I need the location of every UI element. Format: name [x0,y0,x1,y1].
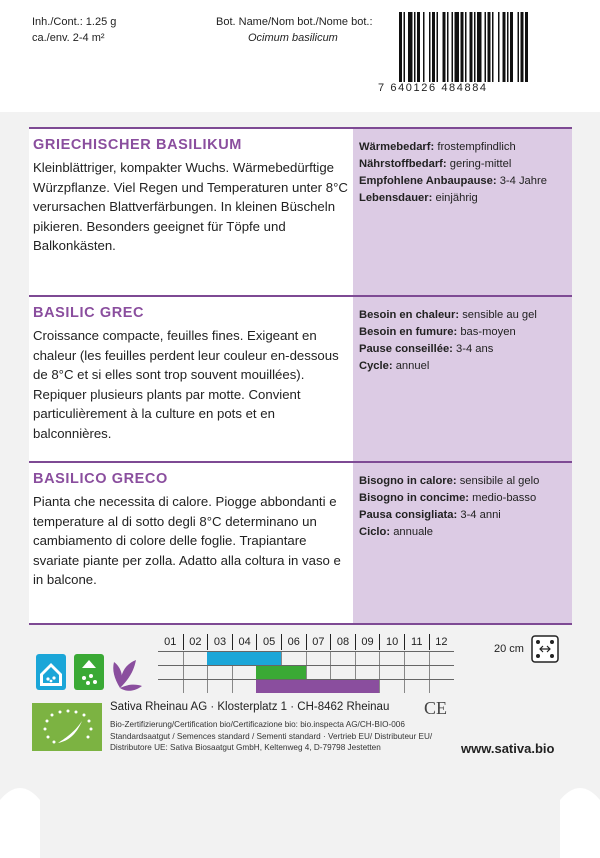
barcode-bar [477,12,482,82]
calendar-cell [232,680,257,693]
calendar-cell [207,666,232,679]
company-address: Sativa Rheinau AG · Klosterplatz 1 · CH-8462 Rheinau [110,701,390,713]
section-french [29,297,572,460]
barcode-bar [474,12,476,82]
calendar-cell [158,666,183,679]
calendar-period-bar [256,680,379,693]
calendar-cell [306,666,331,679]
section-italian [29,463,572,623]
fact-item: Bisogno in concime: medio-basso [359,492,537,504]
barcode-bar [465,12,467,82]
calendar-period-bar [207,652,281,665]
eu-organic-logo [32,703,102,751]
barcode-bar [518,12,520,82]
calendar-cell [158,680,183,693]
calendar-row [158,651,454,665]
barcode-bar [452,12,454,82]
section-facts [359,473,569,541]
section-title: BASILICO GRECO [33,471,168,487]
calendar-cell [306,652,331,665]
barcode-bar [443,12,446,82]
calendar-rows [158,651,454,693]
fact-item: Nährstoffbedarf: gering-mittel [359,158,512,170]
barcode-bar [461,12,464,82]
content-panel [29,127,572,625]
activity-icons [34,652,146,694]
month-label: 04 [232,634,257,650]
calendar-cell [379,652,404,665]
barcode-bar [525,12,528,82]
legal-text [110,719,460,754]
barcode-bar [492,12,494,82]
calendar-cell [429,680,454,693]
barcode-bar [432,12,435,82]
barcode-bar [507,12,509,82]
calendar-row [158,665,454,679]
calendar-cell [281,652,306,665]
month-label: 08 [330,634,355,650]
section-title: BASILIC GREC [33,305,145,321]
sowing-calendar [158,634,458,696]
sowing-indoors-icon [36,654,66,690]
spacing-icon [531,635,559,663]
calendar-cell [404,680,429,693]
calendar-cell [158,652,183,665]
calendar-cell [404,652,429,665]
calendar-cell [355,666,380,679]
month-label: 01 [164,636,177,648]
section-description: Pianta che necessita di calore. Piogge abbondanti e temperature al di sotto degli 8°C determinano un cambiamento di colore delle foglie. Trapiantare svariate piante per zolla. Adatto alla coltura in vaso e in balcone. [33,494,341,588]
barcode-bar [399,12,402,82]
barcode-bar [447,12,449,82]
calendar-months [158,634,458,650]
botanical-name: Ocimum basilicum [248,32,338,44]
calendar-cell [355,652,380,665]
bottom-scallop-edge [0,770,600,858]
certification-line: Bio-Zertifizierung/Certification bio/Certificazione bio: bio.inspecta AG/CH-BIO-006 [110,720,405,729]
fact-item: Ciclo: annuale [359,526,434,538]
barcode-bar [414,12,416,82]
barcode-bar [423,12,425,82]
section-description: Croissance compacte, feuilles fines. Exigeant en chaleur (les feuilles perdent leur couleur en-dessous de 8°C et si elles sont trop souvent mouillées). Repiquer plusieurs plants par motte. Convient particulièrement à la culture en pots et en balconnières. [33,328,339,441]
month-label: 12 [429,634,454,650]
month-label: 06 [281,634,306,650]
fact-item: Besoin en chaleur: sensible au gel [359,309,537,321]
harvest-icon [113,660,142,691]
barcode-bar [503,12,506,82]
month-label: 07 [306,634,331,650]
barcode-bar [521,12,524,82]
barcode-bar [470,12,473,82]
calendar-cell [183,652,208,665]
barcode-bar [417,12,420,82]
barcode-bar [404,12,406,82]
fact-item: Lebensdauer: einjährig [359,192,478,204]
calendar-cell [429,666,454,679]
barcode-bar [429,12,431,82]
plant-spacing: 20 cm [494,643,524,655]
fact-item: Wärmebedarf: frostempfindlich [359,141,516,153]
month-label: 10 [379,634,404,650]
fact-item: Pause conseillée: 3-4 ans [359,343,494,355]
calendar-cell [232,666,257,679]
section-german [29,129,572,294]
calendar-period-bar [256,666,305,679]
label-header [0,0,600,112]
barcode-number: 7 640126 484884 [378,82,488,94]
fact-item: Pausa consigliata: 3-4 anni [359,509,501,521]
barcode-bar [408,12,413,82]
barcode-bar [437,12,439,82]
fact-item: Bisogno in calore: sensibile al gelo [359,475,540,487]
planting-out-icon [74,654,104,690]
calendar-cell [379,680,404,693]
botanical-label: Bot. Name/Nom bot./Nome bot.: [216,16,373,28]
barcode-bar [485,12,487,82]
area-coverage: ca./env. 2-4 m² [32,32,105,44]
ce-mark: CE [424,698,448,718]
calendar-cell [379,666,404,679]
botanical-info [216,14,373,46]
calendar-cell [183,666,208,679]
calendar-cell [330,666,355,679]
calendar-cell [404,666,429,679]
month-label: 05 [256,634,281,650]
barcode-bar [455,12,460,82]
barcode-bar [510,12,513,82]
calendar-cell [183,680,208,693]
barcode-icon [397,12,573,82]
month-label: 11 [404,634,429,650]
content-weight: Inh./Cont.: 1.25 g [32,16,117,28]
month-label: 03 [207,634,232,650]
calendar-cell [429,652,454,665]
calendar-cell [207,680,232,693]
distribution-line: Standardsaatgut / Semences standard / Sementi standard · Vertrieb EU/ Distributeur EU/ Distributore UE: Sativa Biosaatgut GmbH, Keltenweg 4, D-79798 Jestetten [110,731,433,752]
barcode-bar [498,12,500,82]
content-info [32,14,116,46]
fact-item: Besoin en fumure: bas-moyen [359,326,516,338]
section-facts [359,139,569,207]
top-scallop-edge [0,100,600,122]
barcode-bar [488,12,491,82]
website-link[interactable]: www.sativa.bio [461,741,555,756]
section-description: Kleinblättriger, kompakter Wuchs. Wärmebedürftige Würzpflanze. Viel Regen und Temperaturen unter 8°C verursachen Blattverfärbungen. In kleinen Büscheln pikieren. Besonders geeignet für Töpfe und Balkonkästen. [33,160,348,254]
month-label: 09 [355,634,380,650]
fact-item: Empfohlene Anbaupause: 3-4 Jahre [359,175,547,187]
calendar-cell [330,652,355,665]
section-title: GRIECHISCHER BASILIKUM [33,137,242,153]
month-label: 02 [183,634,208,650]
section-facts [359,307,569,375]
fact-item: Cycle: annuel [359,360,430,372]
